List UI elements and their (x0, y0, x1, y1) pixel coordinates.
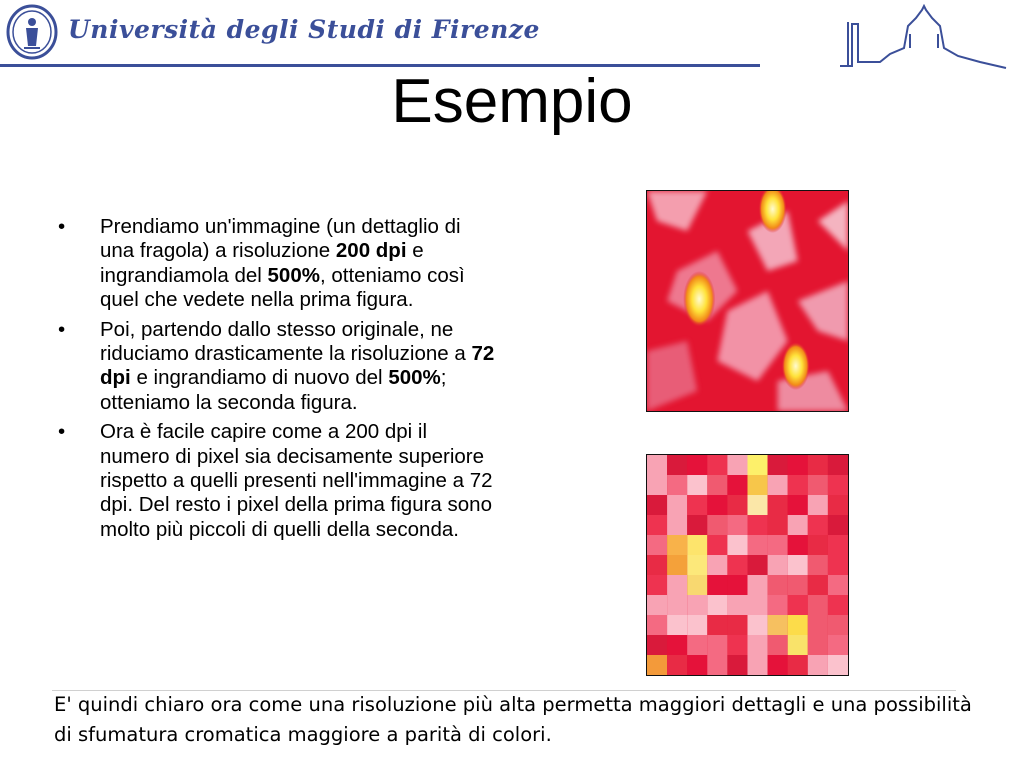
university-name: Università degli Studi di Firenze (68, 15, 540, 44)
strawberry-detail-200dpi-icon (647, 191, 848, 411)
strawberry-72dpi-image (646, 454, 849, 676)
text-fragment: e ingrandiamo di nuovo del (130, 366, 389, 390)
bold-fragment: 200 dpi (335, 239, 407, 263)
florence-skyline-icon (840, 4, 1020, 70)
text-fragment: Poi, partendo dallo stesso originale, ne riduciamo drasticamente la risoluzione a (100, 317, 472, 366)
bullet-item-1 (58, 215, 498, 313)
slide-title: Esempio (391, 67, 633, 136)
bullet-mark: • (58, 317, 66, 341)
bullet-list (58, 215, 498, 547)
university-seal-icon (6, 4, 58, 60)
text-fragment: Ora è facile capire come a 200 dpi il numero di pixel sia decisamente superiore rispetto a quelli presenti nell'immagine a 72 dpi. Del resto i pixel della prima figura sono molto più piccoli di quelli della seconda. (100, 420, 493, 541)
text-fragment: Prendiamo un'immagine (un dettaglio di una fragola) a risoluzione (100, 215, 461, 263)
bullet-text-3 (100, 420, 493, 541)
bullet-mark: • (58, 420, 66, 444)
bullet-item-3 (58, 420, 498, 542)
text-fragment: e ingrandiamola del (100, 239, 424, 287)
text-fragment: ; otteniamo la seconda figura. (100, 366, 447, 414)
bullet-item-2 (58, 318, 498, 416)
strawberry-200dpi-image (646, 190, 849, 412)
bullet-mark: • (58, 215, 66, 238)
header (0, 0, 1024, 70)
text-fragment: , otteniamo così quel che vedete nella prima figura. (100, 263, 465, 312)
bold-fragment: 500% (388, 366, 441, 390)
bold-fragment: 500% (267, 263, 320, 287)
bullet-text-1 (100, 215, 465, 311)
bullet-text-2 (100, 318, 494, 414)
bold-fragment: 72 dpi (100, 342, 495, 390)
strawberry-detail-72dpi-icon (647, 455, 848, 675)
conclusion-text: E' quindi chiaro ora come una risoluzione più alta permetta maggiori dettagli e una possibilità di sfumatura cromatica maggiore a parità di colori. (54, 693, 972, 746)
